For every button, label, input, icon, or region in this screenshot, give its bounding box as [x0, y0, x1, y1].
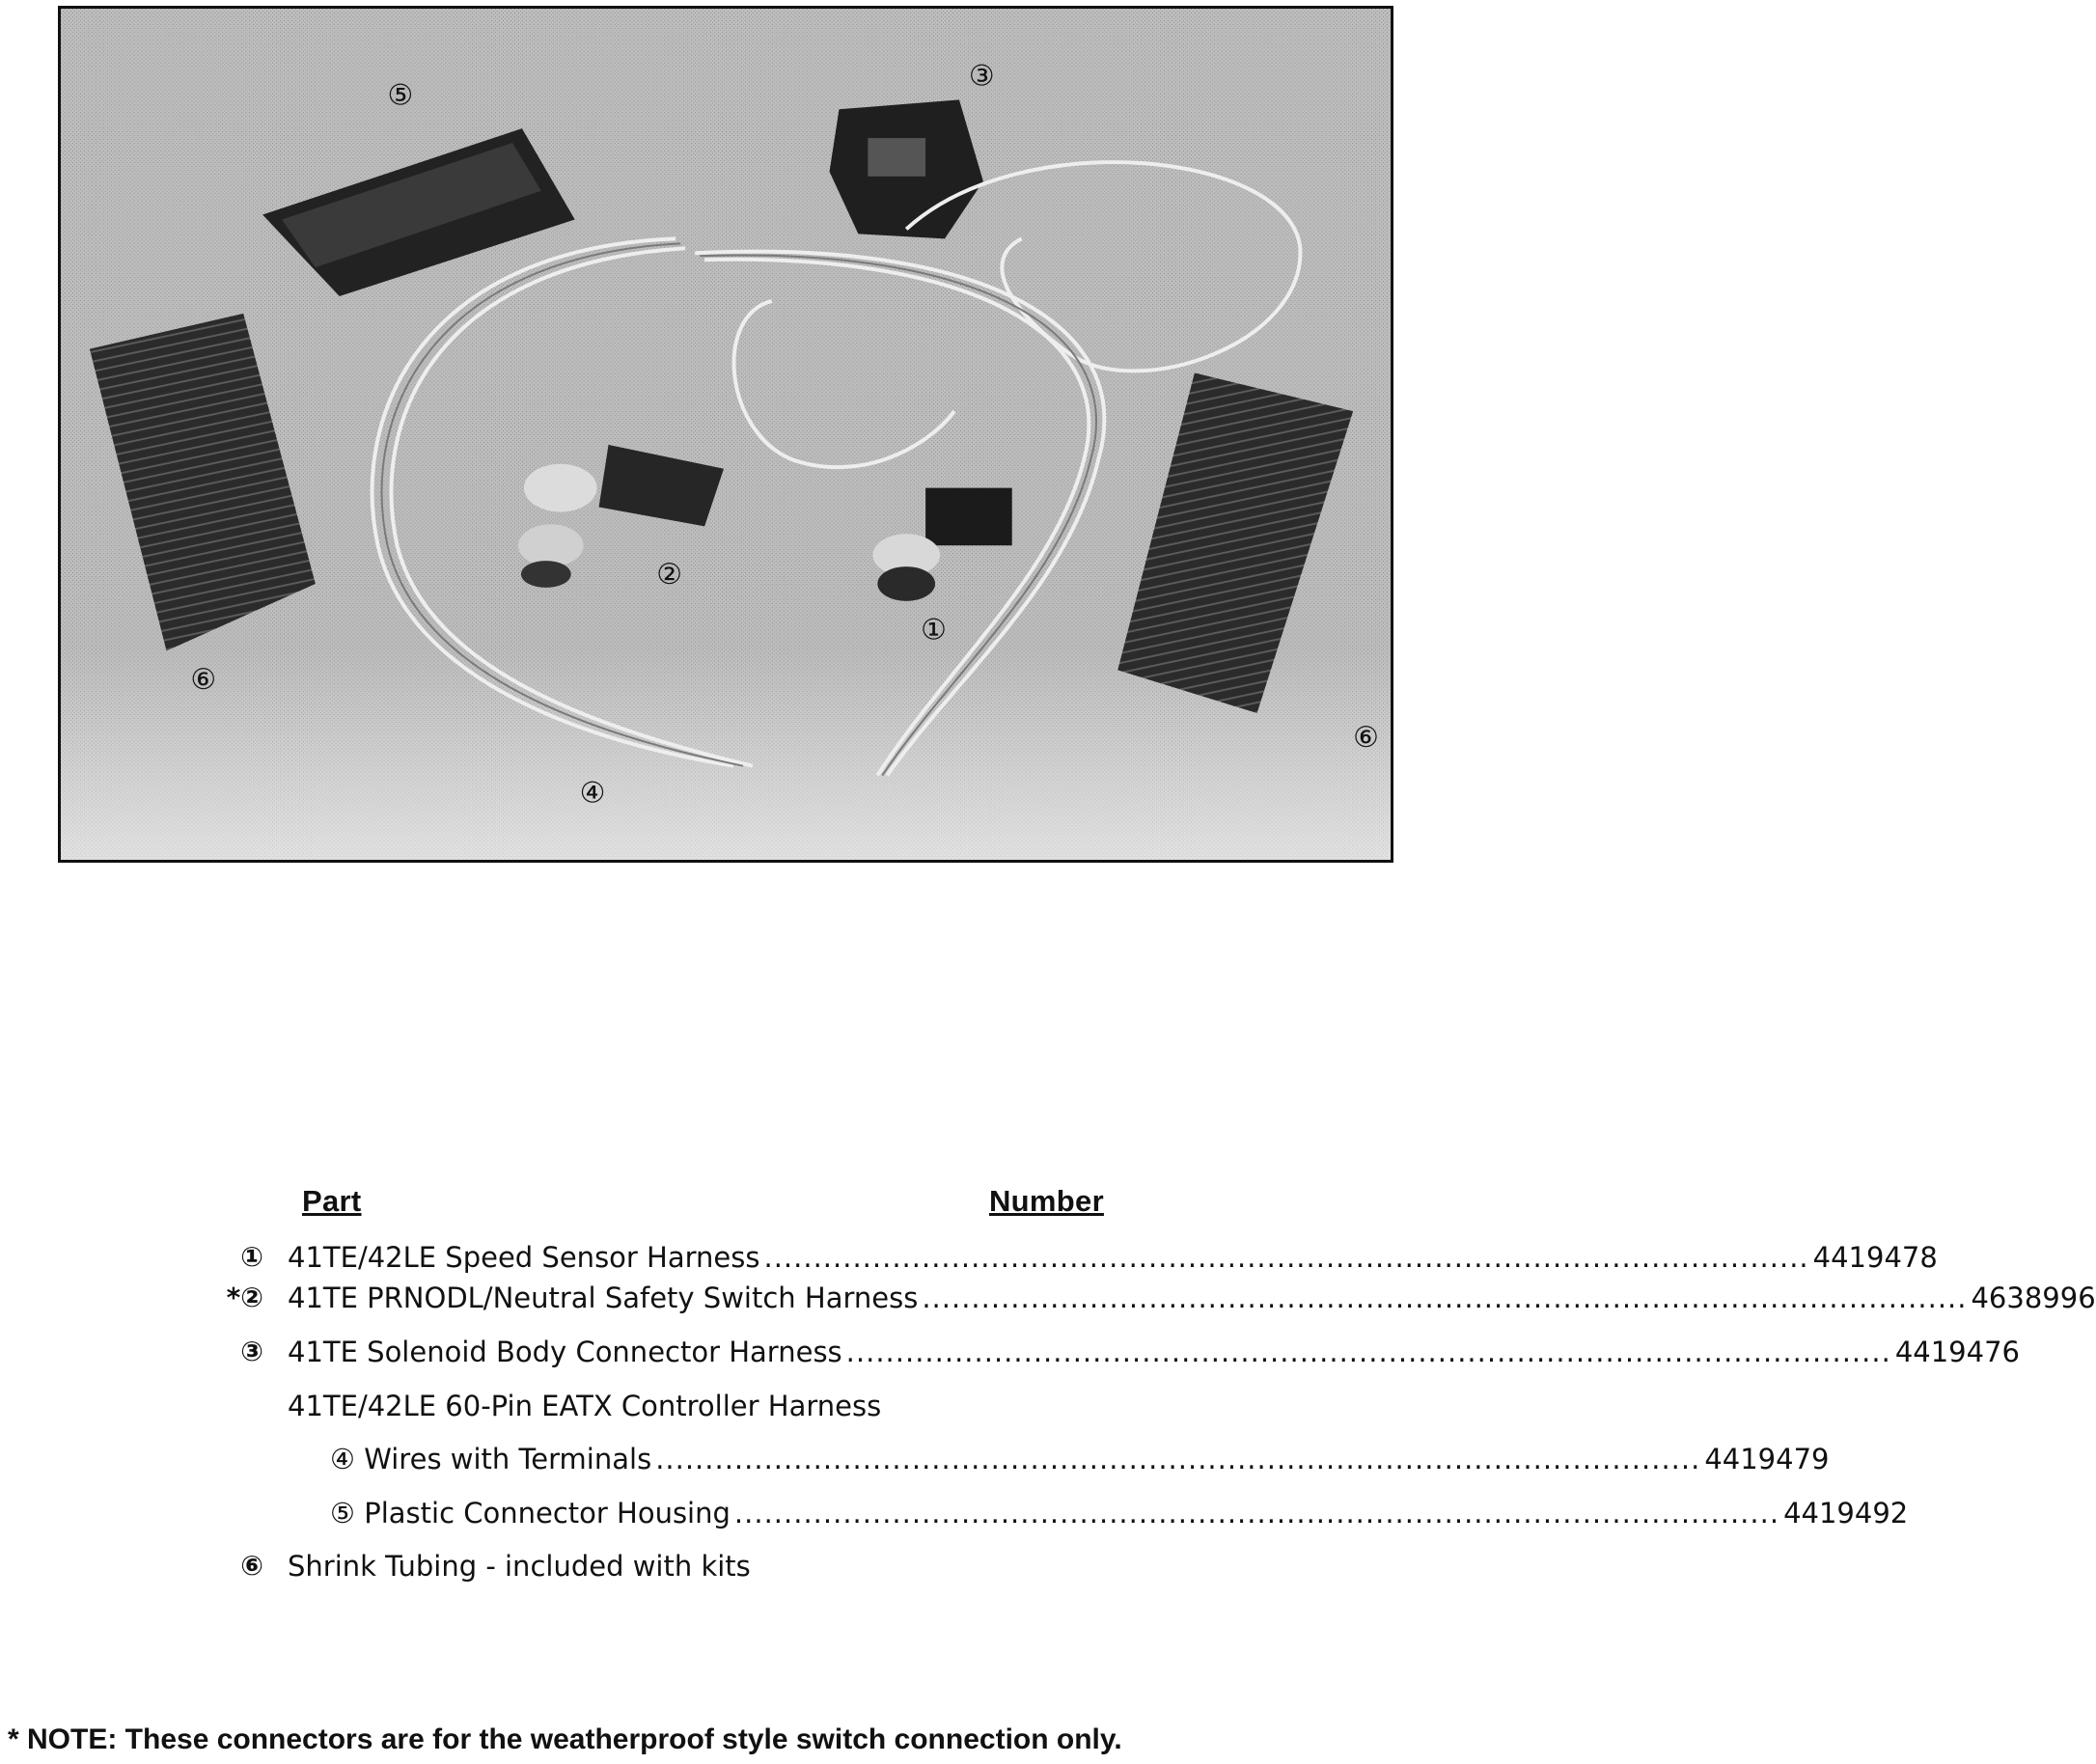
part-row: [0, 1390, 1420, 1428]
part-marker: ⑥: [240, 1550, 263, 1582]
parts-photo-illustration: [61, 9, 1391, 860]
leader-dots: ..........................................................................................................: [922, 1282, 1968, 1314]
part-marker: *②: [226, 1282, 263, 1313]
part-number: 4419492: [1783, 1497, 1909, 1530]
callout-2: ②: [656, 557, 683, 592]
leader-dots: ..........................................................................................................: [763, 1241, 1809, 1274]
part-label: Shrink Tubing - included with kits: [288, 1550, 751, 1583]
callout-6-right: ⑥: [1353, 720, 1379, 755]
part-row: [0, 1282, 2096, 1320]
part-label: 41TE/42LE Speed Sensor Harness: [288, 1241, 760, 1274]
part-marker: ①: [240, 1241, 263, 1273]
callout-1: ①: [921, 613, 947, 648]
leader-dots: ..........................................................................................................: [733, 1497, 1780, 1530]
footnote: * NOTE: These connectors are for the weatherproof style switch connection only.: [8, 1723, 1122, 1755]
header-part: Part: [302, 1184, 362, 1218]
leader-dots: ..........................................................................................................: [845, 1336, 1891, 1368]
part-number: 4419478: [1812, 1241, 1938, 1274]
part-number: 4419479: [1704, 1443, 1830, 1475]
callout-5: ⑤: [387, 78, 414, 113]
part-number: 4419476: [1894, 1336, 2020, 1368]
callout-6-left: ⑥: [190, 663, 217, 698]
header-number: Number: [989, 1184, 1104, 1218]
part-label: 41TE PRNODL/Neutral Safety Switch Harness: [288, 1282, 919, 1314]
parts-photo: [58, 6, 1393, 863]
part-row: [0, 1497, 1909, 1535]
part-row: [0, 1443, 1830, 1481]
part-label: ⑤ Plastic Connector Housing: [330, 1497, 731, 1530]
leader-dots: ..........................................................................................................: [655, 1443, 1701, 1475]
part-label: 41TE/42LE 60-Pin EATX Controller Harness: [288, 1390, 882, 1422]
part-label: ④ Wires with Terminals: [330, 1443, 652, 1475]
callout-3: ③: [968, 59, 995, 94]
part-row: [0, 1336, 2020, 1374]
part-row: [0, 1241, 1938, 1280]
part-number: 4638996: [1971, 1282, 2096, 1314]
part-label: 41TE Solenoid Body Connector Harness: [288, 1336, 842, 1368]
part-row: [0, 1550, 1420, 1588]
callout-4: ④: [579, 776, 606, 811]
part-marker: ③: [240, 1336, 263, 1367]
